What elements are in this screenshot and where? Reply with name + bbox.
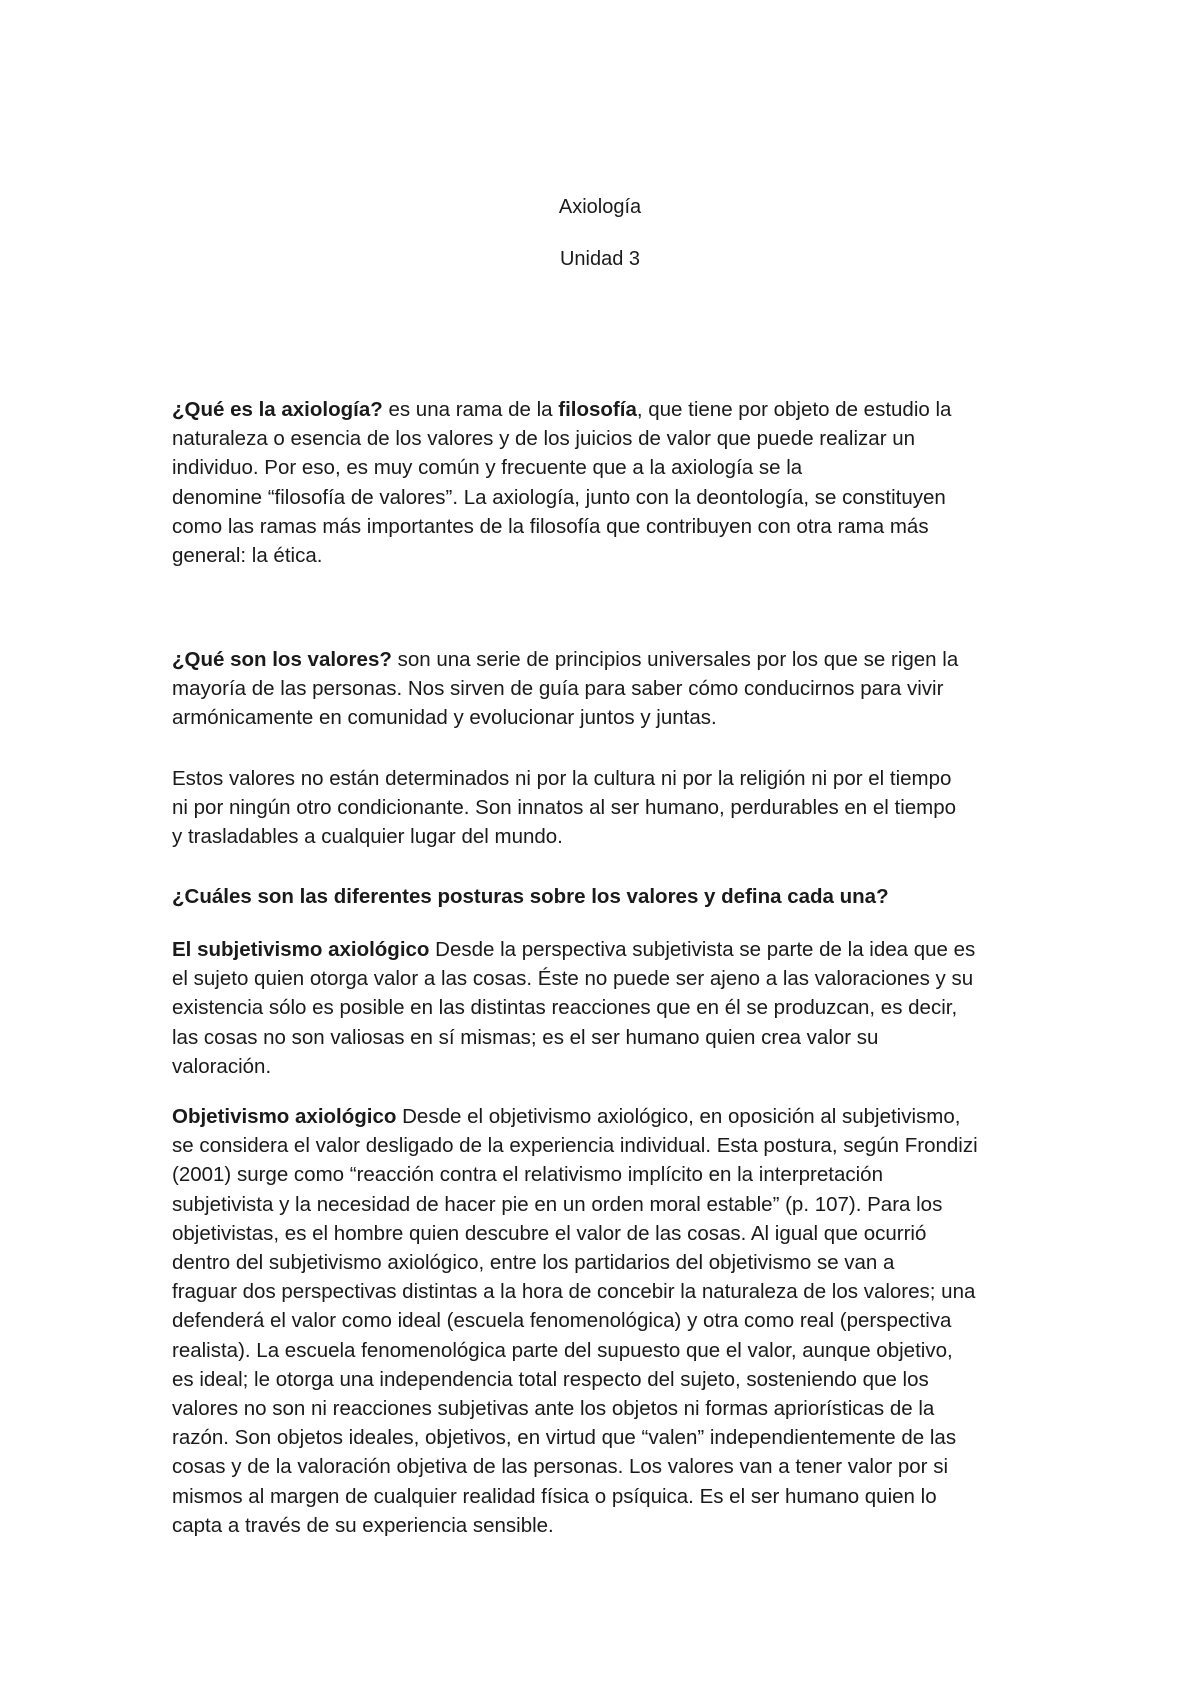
text-span: , que tiene por objeto de estudio la [636, 398, 952, 421]
text-line: individuo. Por eso, es muy común y frecuente que a la axiología se la [172, 456, 803, 480]
keyword-deontologia: deontología [696, 485, 804, 509]
text-line: mismos al margen de cualquier realidad física o psíquica. Es el ser humano quien lo [172, 1484, 937, 1508]
text-line: existencia sólo es posible en las distintas reacciones que en él se produzcan, es decir, [172, 996, 958, 1020]
text-line: Estos valores no están determinados ni por la cultura ni por la religión ni por el tiempo [172, 767, 952, 790]
text-line: ni por ningún otro condicionante. Son innatos al ser humano, perdurables en el tiempo [172, 796, 957, 820]
text-line: el sujeto quien otorga valor a las cosas. Éste no puede ser ajeno a las valoraciones y su [172, 967, 974, 991]
text-line [172, 424, 1042, 453]
text-line [172, 483, 1042, 512]
document-title: Axiología [558, 196, 642, 218]
text-span: naturaleza o esencia de los [172, 427, 428, 451]
question-heading: ¿Cuáles son las diferentes posturas sobre los valores y defina cada una? [172, 885, 889, 908]
term-heading: El subjetivismo axiológico [172, 938, 430, 961]
keyword-valores: valores [427, 427, 494, 451]
text-line: es ideal; le otorga una independencia total respecto del sujeto, sosteniendo que los [172, 1367, 929, 1391]
paragraph-subjetivismo [172, 935, 1042, 1081]
text-line: las cosas no son valiosas en sí mismas; es el ser humano quien crea valor su [172, 1025, 879, 1049]
text-line: se considera el valor desligado de la experiencia individual. Esta postura, según Frondizi [172, 1134, 978, 1158]
text-line: valoración. [172, 1054, 272, 1078]
text-span: es una rama de la [382, 398, 559, 421]
text-line: objetivistas, es el hombre quien descubre el valor de las cosas. Al igual que ocurrió [172, 1221, 927, 1245]
paragraph-que-es-axiologia [172, 395, 1042, 570]
question-heading: ¿Qué son los valores? [172, 648, 392, 671]
paragraph-objetivismo [172, 1102, 1042, 1540]
paragraph-que-son-valores [172, 645, 1042, 733]
text-span: , se constituyen [803, 485, 946, 509]
text-span: Desde el objetivismo axiológico, en oposición al subjetivismo, [396, 1105, 961, 1128]
text-line: armónicamente en comunidad y evolucionar juntos y juntas. [172, 706, 717, 730]
question-heading: ¿Qué es la axiología? [172, 398, 383, 421]
text-line: subjetivista y la necesidad de hacer pie en un orden moral estable” (p. 107). Para los [172, 1192, 943, 1216]
document-subtitle: Unidad 3 [559, 248, 641, 270]
text-line: mayoría de las personas. Nos sirven de guía para saber cómo conducirnos para vivir [172, 677, 944, 701]
term-heading: Objetivismo axiológico [172, 1105, 397, 1128]
text-span: son una serie de principios universales por los que se rigen la [391, 648, 959, 671]
text-line: dentro del subjetivismo axiológico, entre los partidarios del objetivismo se van a [172, 1251, 895, 1275]
text-line [172, 935, 1042, 964]
paragraph-estos-valores [172, 764, 1042, 852]
text-line: defenderá el valor como ideal (escuela fenomenológica) y otra como real (perspectiva [172, 1309, 952, 1333]
text-line: valores no son ni reacciones subjetivas ante los objetos ni formas apriorísticas de la [172, 1397, 935, 1421]
text-line: como las ramas más importantes de la filosofía que contribuyen con otra rama más [172, 514, 929, 538]
keyword-filosofia: filosofía [558, 398, 637, 421]
text-line: capta a través de su experiencia sensible. [172, 1513, 554, 1537]
text-span: y de los juicios de valor que puede realizar un [493, 427, 916, 451]
text-line: (2001) surge como “reacción contra el relativismo implícito en la interpretación [172, 1163, 883, 1187]
text-line: cosas y de la valoración objetiva de las personas. Los valores van a tener valor por si [172, 1455, 949, 1479]
text-span: Desde la perspectiva subjetivista se parte de la idea que es [429, 938, 976, 961]
text-line [172, 395, 1042, 424]
text-line: razón. Son objetos ideales, objetivos, en virtud que “valen” independientemente de las [172, 1426, 957, 1450]
text-line [172, 1102, 1042, 1131]
text-line: general: la ética. [172, 544, 323, 568]
text-line: fraguar dos perspectivas distintas a la hora de concebir la naturaleza de los valores; una [172, 1280, 976, 1304]
paragraph-question-posturas [172, 882, 1042, 911]
text-line [172, 645, 1042, 674]
text-line: y trasladables a cualquier lugar del mundo. [172, 825, 563, 849]
text-line: realista). La escuela fenomenológica parte del supuesto que el valor, aunque objetivo, [172, 1338, 953, 1362]
text-span: denomine “filosofía de valores”. La axiología, junto con la [172, 485, 697, 509]
